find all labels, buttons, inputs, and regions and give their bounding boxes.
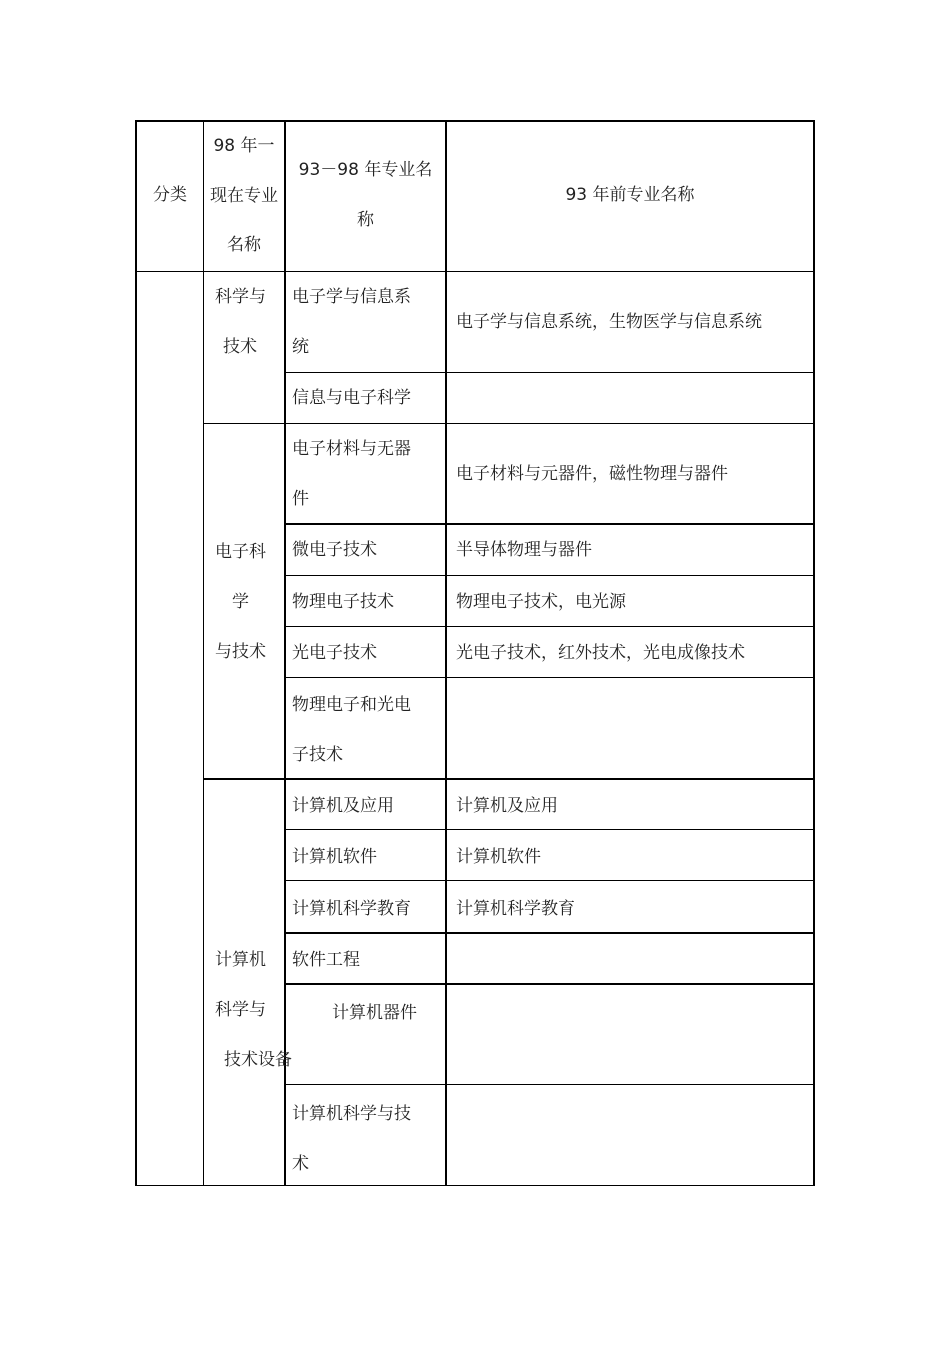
header-current-name-line-1: 98 年一	[213, 136, 275, 156]
g3-row-5-mid: 计算机器件	[332, 1003, 417, 1023]
g3-row-3-mid: 计算机科学教育	[292, 899, 411, 919]
g2-row-1-mid-line-1: 电子材料与无器	[292, 439, 411, 459]
g2-row-5-mid-line-1: 物理电子和光电	[292, 695, 411, 715]
g2-row-5-mid-line-2: 子技术	[292, 745, 343, 765]
g1-row-1-mid-line-2: 统	[292, 337, 309, 357]
row-divider	[284, 983, 815, 985]
header-current-name-line-3: 名称	[227, 235, 261, 255]
g2-row-2-mid: 微电子技术	[292, 540, 377, 560]
header-current-name-line-2: 现在专业	[210, 186, 278, 206]
table-left-border	[135, 120, 137, 1186]
g3-row-1-mid: 计算机及应用	[292, 796, 394, 816]
table-right-border	[813, 120, 815, 1186]
group-3-name-line-3: 技术设备	[224, 1050, 292, 1070]
column-divider-2	[284, 120, 286, 1186]
header-category: 分类	[153, 185, 187, 205]
group-2-name-line-1: 电子科	[215, 542, 266, 562]
g2-row-3-right: 物理电子技术，电光源	[456, 592, 626, 612]
g3-row-2-right: 计算机软件	[456, 847, 541, 867]
g2-row-4-mid: 光电子技术	[292, 643, 377, 663]
g1-row-1-right: 电子学与信息系统，生物医学与信息系统	[456, 312, 762, 332]
column-divider-3	[445, 120, 447, 1186]
g1-row-2-mid: 信息与电子科学	[292, 388, 411, 408]
g3-row-3-right: 计算机科学教育	[456, 899, 575, 919]
group-3-name-line-1: 计算机	[215, 950, 266, 970]
g3-row-1-right: 计算机及应用	[456, 796, 558, 816]
g2-row-1-right: 电子材料与元器件，磁性物理与器件	[456, 464, 728, 484]
g2-row-1-mid-line-2: 件	[292, 489, 309, 509]
g3-row-4-mid: 软件工程	[292, 950, 360, 970]
g3-row-6-mid-line-2: 术	[292, 1154, 309, 1174]
g2-row-4-right: 光电子技术，红外技术，光电成像技术	[456, 643, 745, 663]
group-2-name-line-2: 学	[232, 592, 249, 612]
g3-row-2-mid: 计算机软件	[292, 847, 377, 867]
g3-row-6-mid-line-1: 计算机科学与技	[292, 1104, 411, 1124]
row-divider	[284, 1084, 815, 1085]
header-93-98-name-line-2: 称	[357, 210, 374, 230]
group-1-name-line-2: 技术	[223, 337, 257, 357]
g2-row-3-mid: 物理电子技术	[292, 592, 394, 612]
header-93-98-name-line-1: 93－98 年专业名	[298, 160, 433, 180]
table-bottom-border	[135, 1185, 815, 1186]
row-divider	[284, 575, 815, 576]
group-2-name-line-3: 与技术	[215, 642, 266, 662]
group-1-name-line-1: 科学与	[215, 287, 266, 307]
g1-row-1-mid-line-1: 电子学与信息系	[292, 287, 411, 307]
header-pre93-name: 93 年前专业名称	[565, 185, 695, 205]
group-3-name-line-2: 科学与	[215, 1000, 266, 1020]
column-divider-1	[203, 120, 204, 1186]
g2-row-2-right: 半导体物理与器件	[456, 540, 592, 560]
